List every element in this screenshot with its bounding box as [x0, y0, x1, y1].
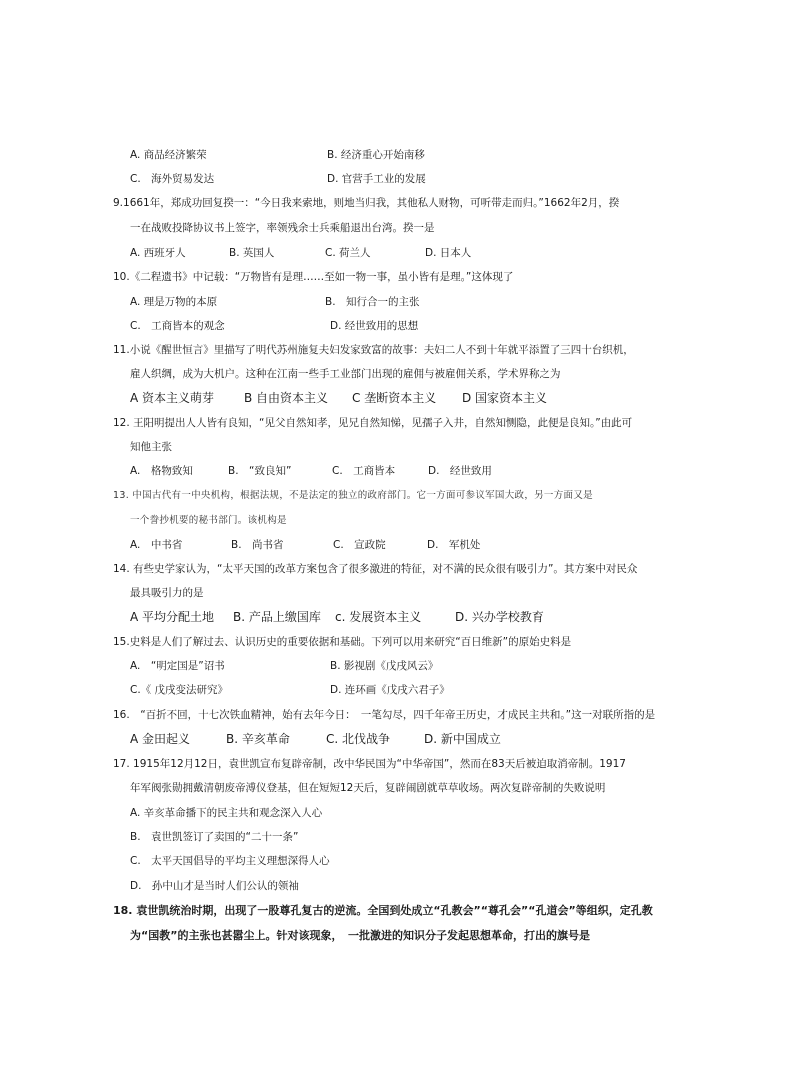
q12-option-a: A. 格物致知 [130, 465, 193, 477]
q10-option-c: C. 工商皆本的观念 [130, 320, 225, 332]
question-13-stem-cont: 一个誊抄机要的秘书部门。该机构是 [130, 515, 287, 526]
question-17-stem: 17. 1915年12月12日，袁世凯宣布复辟帝制，改中华民国为“中华帝国”，然而在83天后被迫取消帝制。1917 [113, 758, 626, 770]
q14-option-a: A 平均分配土地 [130, 610, 215, 624]
question-11-stem: 11.小说《醒世恒言》里描写了明代苏州施复夫妇发家致富的故事：夫妇二人不到十年就平添置了三四十台织机， [113, 344, 634, 356]
q13-option-d: D. 军机处 [427, 539, 481, 551]
q8-option-b: B. 经济重心开始南移 [327, 149, 425, 161]
question-13-stem: 13. 中国古代有一中央机构，根据法规，不是法定的独立的政府部门。它一方面可参议军国大政，另一方面又是 [113, 490, 593, 501]
q13-option-b: B. 尚书省 [231, 539, 284, 551]
q14-option-d: D. 兴办学校教育 [455, 610, 544, 624]
question-9-stem-cont: 一在战败投降协议书上签字，率领残余士兵乘船退出台湾。揆一是 [130, 222, 435, 234]
question-12-stem: 12. 王阳明提出人人皆有良知，“见父自然知孝，见兄自然知悌，见孺子入井，自然知恻隐，此便是良知。”由此可 [113, 417, 633, 429]
q15-option-d: D. 连环画《戊戌六君子》 [330, 684, 450, 696]
question-17-stem-cont: 年军阀张勋拥戴清朝废帝溥仪登基，但在短短12天后，复辟闹剧就草草收场。两次复辟帝制的失败说明 [130, 782, 606, 794]
q15-option-c: C.《 戊戌变法研究》 [130, 684, 229, 696]
q12-option-b: B. “致良知” [228, 465, 292, 477]
q11-option-a: A 资本主义萌芽 [130, 391, 215, 405]
q11-option-c: C 垄断资本主义 [352, 391, 437, 405]
question-15-stem: 15.史料是人们了解过去、认识历史的重要依据和基础。下列可以用来研究“百日维新”的原始史料是 [113, 636, 572, 648]
question-12-stem-cont: 知他主张 [130, 441, 172, 453]
question-11-stem-cont: 雇人织绸，成为大机户。这种在江南一些手工业部门出现的雇佣与被雇佣关系，学术界称之为 [130, 368, 561, 380]
question-18-stem: 18. 袁世凯统治时期，出现了一股尊孔复古的逆流。全国到处成立“孔教会”“尊孔会”“孔道会”等组织，定孔教 [113, 904, 653, 917]
question-18-stem-cont: 为“国教”的主张也甚嚣尘上。针对该现象， 一批激进的知识分子发起思想革命，打出的旗号是 [130, 929, 590, 942]
question-14-stem-cont: 最具吸引力的是 [130, 587, 204, 599]
q9-option-d: D. 日本人 [425, 247, 472, 259]
q13-option-c: C. 宣政院 [333, 539, 386, 551]
q9-option-b: B. 英国人 [229, 247, 275, 259]
q10-option-d: D. 经世致用的思想 [330, 320, 419, 332]
question-14-stem: 14. 有些史学家认为，“太平天国的改革方案包含了很多激进的特征，对不满的民众很有吸引力”。其方案中对民众 [113, 563, 638, 575]
q11-option-b: B 自由资本主义 [244, 391, 329, 405]
question-10-stem: 10.《二程遗书》中记载：“万物皆有是理……至如一物一事，虽小皆有是理。”这体现了 [113, 271, 514, 283]
q8-option-c: C. 海外贸易发达 [130, 173, 215, 185]
q12-option-d: D. 经世致用 [428, 465, 492, 477]
q16-option-b: B. 辛亥革命 [226, 732, 290, 746]
q17-option-b: B. 袁世凯签订了卖国的“二十一条” [130, 831, 299, 843]
q10-option-a: A. 理是万物的本原 [130, 296, 218, 308]
q9-option-a: A. 西班牙人 [130, 247, 186, 259]
q16-option-d: D. 新中国成立 [424, 732, 501, 746]
q14-option-c: c. 发展资本主义 [335, 610, 422, 624]
q8-option-a: A. 商品经济繁荣 [130, 149, 207, 161]
q12-option-c: C. 工商皆本 [332, 465, 396, 477]
q17-option-d: D. 孙中山才是当时人们公认的领袖 [130, 880, 299, 892]
q10-option-b: B. 知行合一的主张 [325, 296, 420, 308]
q16-option-c: C. 北伐战争 [326, 732, 391, 746]
question-9-stem: 9.1661年，郑成功回复揆一：“今日我来索地，则地当归我，其他私人财物，可听带走而归。”1662年2月，揆 [113, 197, 620, 209]
q17-option-a: A. 辛亥革命播下的民主共和观念深入人心 [130, 807, 323, 819]
q15-option-b: B. 影视剧《戊戌风云》 [330, 660, 439, 672]
question-16-stem: 16. “百折不回，十七次铁血精神，始有去年今日： 一笔勾尽，四千年帝王历史，才成民主共和。”这一对联所指的是 [113, 709, 656, 721]
q9-option-c: C. 荷兰人 [325, 247, 371, 259]
q15-option-a: A. “明定国是”诏书 [130, 660, 225, 672]
q17-option-c: C. 太平天国倡导的平均主义理想深得人心 [130, 855, 330, 867]
q13-option-a: A. 中书省 [130, 539, 183, 551]
q16-option-a: A 金田起义 [130, 732, 191, 746]
q8-option-d: D. 官营手工业的发展 [327, 173, 426, 185]
q11-option-d: D 国家资本主义 [462, 391, 548, 405]
q14-option-b: B. 产品上缴国库 [233, 610, 321, 624]
